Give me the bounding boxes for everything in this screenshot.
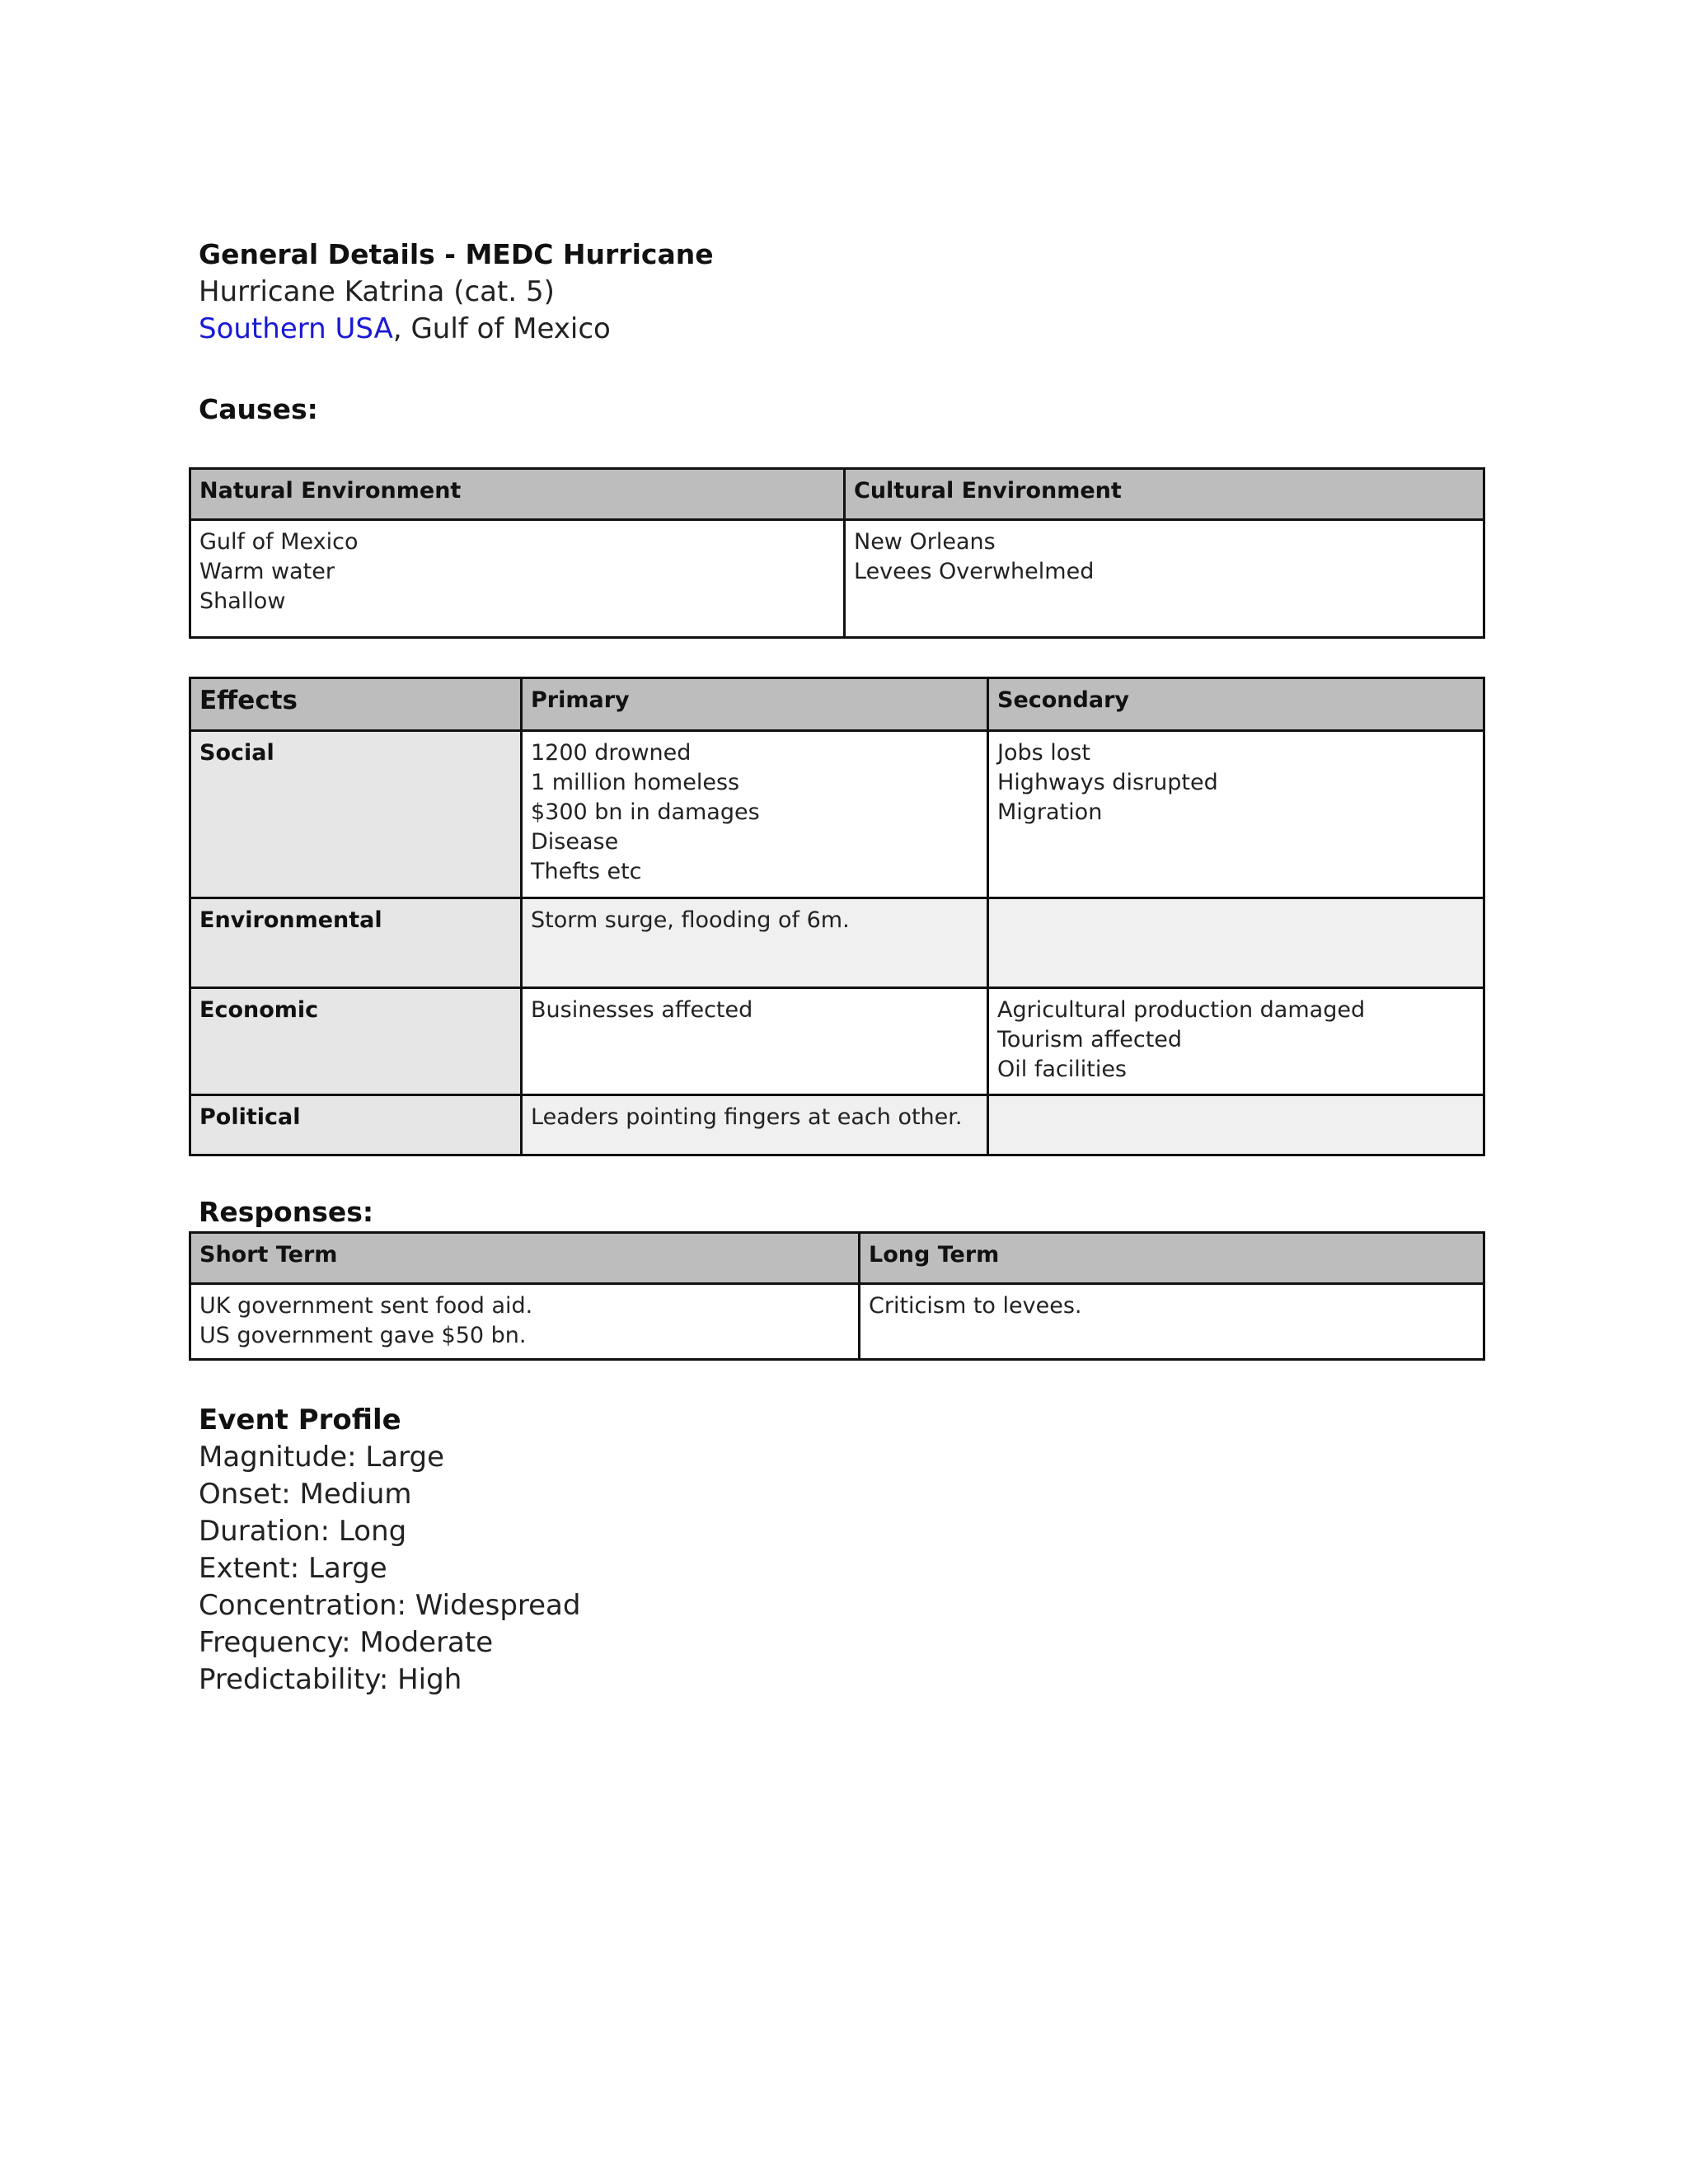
event-profile-heading: Event Profile (199, 1404, 401, 1436)
profile-item: Concentration: Widespread (199, 1589, 581, 1622)
effects-table (189, 677, 1485, 1156)
event-profile (199, 1401, 580, 1699)
cultural-cause: New Orleans (854, 529, 996, 555)
secondary-effects-cell (988, 988, 1484, 1095)
effects-col-secondary: Secondary (988, 678, 1484, 731)
profile-item: Predictability: High (199, 1663, 462, 1696)
profile-item: Onset: Medium (199, 1478, 412, 1511)
effect-item: Leaders pointing fingers at each other. (531, 1104, 963, 1130)
secondary-effects-cell (988, 898, 1484, 988)
effect-category: Economic (190, 988, 522, 1095)
effect-item: Jobs lost (997, 740, 1090, 766)
secondary-effects-cell (988, 1095, 1484, 1155)
causes-col-cultural: Cultural Environment (845, 469, 1484, 520)
primary-effects-cell (522, 1095, 988, 1155)
response-item: UK government sent food aid. (199, 1293, 533, 1319)
causes-col-natural: Natural Environment (190, 469, 845, 520)
effect-item: Oil facilities (997, 1057, 1128, 1082)
natural-causes-cell (190, 520, 845, 638)
location-link[interactable]: Southern USA (199, 312, 393, 345)
causes-heading: Causes: (199, 393, 318, 425)
effects-col-effects: Effects (190, 678, 522, 731)
effect-item: Highways disrupted (997, 770, 1218, 795)
table-row (190, 988, 1484, 1095)
profile-item: Magnitude: Large (199, 1441, 445, 1474)
effect-category: Social (190, 731, 522, 898)
effect-item: $300 bn in damages (531, 799, 760, 825)
hurricane-name: Hurricane Katrina (cat. 5) (199, 275, 555, 308)
responses-table (189, 1231, 1485, 1361)
short-term-cell (190, 1284, 860, 1360)
table-row (190, 898, 1484, 988)
effect-item: Businesses affected (531, 997, 753, 1023)
natural-cause: Gulf of Mexico (199, 529, 359, 555)
general-heading: General Details - MEDC Hurricane (199, 238, 714, 270)
effect-item: Migration (997, 799, 1103, 825)
primary-effects-cell (522, 898, 988, 988)
effect-category: Environmental (190, 898, 522, 988)
response-item: Criticism to levees. (869, 1293, 1082, 1319)
hurricane-location (199, 311, 714, 348)
responses-col-long: Long Term (860, 1233, 1484, 1284)
cultural-cause: Levees Overwhelmed (854, 559, 1095, 584)
effect-item: Agricultural production damaged (997, 997, 1366, 1023)
table-row (190, 1095, 1484, 1155)
location-rest: , Gulf of Mexico (392, 312, 611, 345)
natural-cause: Warm water (199, 559, 335, 584)
response-item: US government gave $50 bn. (199, 1323, 527, 1348)
effect-item: Storm surge, flooding of 6m. (531, 907, 850, 933)
secondary-effects-cell (988, 731, 1484, 898)
cultural-causes-cell (845, 520, 1484, 638)
profile-item: Duration: Long (199, 1515, 407, 1548)
primary-effects-cell (522, 988, 988, 1095)
natural-cause: Shallow (199, 588, 286, 614)
effect-item: 1200 drowned (531, 740, 692, 766)
general-details (199, 236, 714, 348)
causes-table (189, 467, 1485, 639)
responses-heading: Responses: (199, 1196, 374, 1228)
effect-item: 1 million homeless (531, 770, 740, 795)
effect-item: Disease (531, 829, 619, 855)
long-term-cell (860, 1284, 1484, 1360)
primary-effects-cell (522, 731, 988, 898)
effects-col-primary: Primary (522, 678, 988, 731)
effect-item: Thefts etc (531, 859, 642, 884)
table-row (190, 731, 1484, 898)
effect-item: Tourism affected (997, 1027, 1183, 1052)
responses-col-short: Short Term (190, 1233, 860, 1284)
effect-category: Political (190, 1095, 522, 1155)
profile-item: Extent: Large (199, 1552, 387, 1585)
profile-item: Frequency: Moderate (199, 1626, 494, 1659)
